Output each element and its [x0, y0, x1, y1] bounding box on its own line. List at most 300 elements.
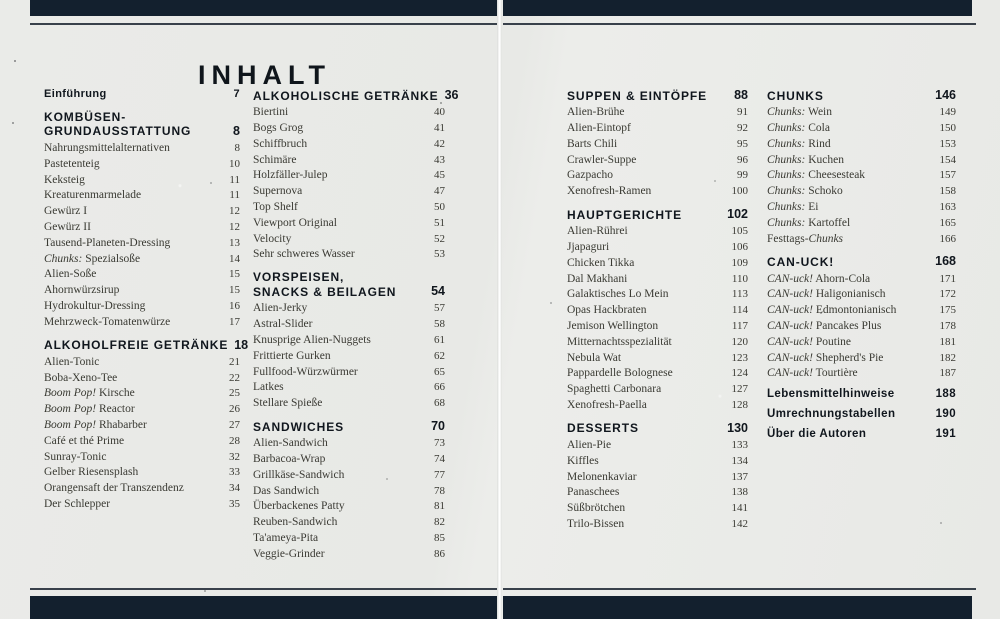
toc-entry — [567, 304, 748, 320]
toc-entry — [767, 388, 956, 403]
entry-page-number: 171 — [939, 272, 956, 285]
entry-page-number: 105 — [731, 225, 748, 238]
entry-label: Supernova — [253, 185, 303, 198]
entry-page-number: 123 — [731, 351, 748, 364]
toc-entry — [253, 500, 445, 516]
toc-section-header — [253, 88, 459, 103]
entry-label: HAUPTGERICHTE — [567, 207, 683, 222]
entry-page-number: 78 — [434, 484, 445, 497]
entry-label: Panaschees — [567, 486, 620, 499]
toc-entry — [44, 387, 240, 403]
page-gutter — [497, 0, 502, 619]
entry-page-number: 53 — [434, 248, 445, 261]
toc-entry — [767, 408, 956, 423]
toc-entry — [253, 233, 445, 249]
toc-entry — [253, 453, 445, 469]
toc-entry — [44, 88, 240, 104]
toc-section-header — [253, 270, 445, 299]
entry-page-number: 190 — [935, 408, 956, 421]
entry-label: Orangensaft der Transzendenz — [44, 482, 184, 495]
entry-page-number: 11 — [229, 173, 240, 186]
entry-label: CAN-UCK! — [767, 255, 835, 270]
entry-label: Xenofresh-Paella — [567, 399, 647, 412]
toc-entry — [44, 221, 240, 237]
entry-page-number: 81 — [434, 500, 445, 513]
toc-entry — [767, 428, 956, 443]
entry-label: Nahrungsmittelalternativen — [44, 142, 170, 155]
entry-label: Umrechnungstabellen — [767, 408, 896, 421]
toc-entry — [44, 284, 240, 300]
entry-label: Grillkäse-Sandwich — [253, 468, 345, 481]
toc-column-1 — [44, 88, 249, 514]
toc-entry — [767, 304, 956, 320]
entry-label: ALKOHOLFREIE GETRÄNKE — [44, 338, 229, 353]
toc-entry — [44, 419, 240, 435]
toc-entry — [44, 237, 240, 253]
entry-label: Knusprige Alien-Nuggets — [253, 334, 371, 347]
entry-label: Mitternachtsspezialität — [567, 335, 672, 348]
toc-entry — [767, 169, 956, 185]
entry-label: Boom Pop! Reactor — [44, 403, 135, 416]
entry-page-number: 47 — [434, 185, 445, 198]
entry-label: Pastetenteig — [44, 157, 100, 170]
entry-label: Galaktisches Lo Mein — [567, 288, 669, 301]
toc-entry — [567, 383, 748, 399]
toc-entry — [767, 336, 956, 352]
entry-page-number: 91 — [737, 106, 748, 119]
entry-page-number: 157 — [939, 169, 956, 182]
entry-label: Boom Pop! Kirsche — [44, 387, 135, 400]
entry-label: Mehrzweck-Tomatenwürze — [44, 315, 171, 328]
entry-label: CAN-uck! Tourtière — [767, 367, 858, 380]
toc-entry — [767, 352, 956, 368]
toc-entry — [253, 217, 445, 233]
toc-entry — [253, 185, 445, 201]
entry-label: Chunks: Kuchen — [767, 153, 844, 166]
toc-entry — [253, 318, 445, 334]
toc-entry — [253, 437, 445, 453]
entry-page-number: 110 — [731, 272, 748, 285]
toc-entry — [44, 451, 240, 467]
entry-page-number: 134 — [731, 454, 748, 467]
toc-entry — [567, 273, 748, 289]
entry-page-number: 17 — [229, 315, 240, 328]
toc-entry — [253, 381, 445, 397]
entry-label: Chunks: Rind — [767, 137, 831, 150]
entry-label: Gelber Riesensplash — [44, 466, 139, 479]
entry-page-number: 61 — [434, 334, 445, 347]
entry-page-number: 7 — [233, 88, 240, 100]
entry-page-number: 175 — [939, 304, 956, 317]
entry-page-number: 113 — [731, 288, 748, 301]
entry-page-number: 166 — [939, 232, 956, 245]
entry-page-number: 124 — [731, 367, 748, 380]
toc-entry — [767, 201, 956, 217]
entry-page-number: 16 — [229, 300, 240, 313]
entry-page-number: 18 — [234, 337, 249, 352]
entry-label: Gewürz II — [44, 221, 91, 234]
toc-entry — [44, 158, 240, 174]
toc-entry — [567, 241, 748, 257]
entry-page-number: 28 — [229, 434, 240, 447]
toc-entry — [567, 106, 748, 122]
entry-label: KOMBÜSEN- GRUNDAUSSTATTUNG — [44, 109, 192, 139]
entry-page-number: 178 — [939, 320, 956, 333]
entry-label: Barts Chili — [567, 137, 618, 150]
toc-entry — [253, 485, 445, 501]
entry-label: Chunks: Wein — [767, 106, 832, 119]
entry-label: SANDWICHES — [253, 419, 345, 434]
toc-entry — [253, 397, 445, 413]
toc-entry — [253, 302, 445, 318]
entry-label: Xenofresh-Ramen — [567, 185, 652, 198]
toc-entry — [253, 334, 445, 350]
entry-label: Chicken Tikka — [567, 256, 635, 269]
entry-page-number: 120 — [731, 335, 748, 348]
entry-page-number: 14 — [229, 252, 240, 265]
entry-page-number: 15 — [229, 284, 240, 297]
entry-label: Barbacoa-Wrap — [253, 453, 326, 466]
toc-column-4 — [767, 88, 956, 443]
entry-page-number: 182 — [939, 351, 956, 364]
toc-entry — [567, 138, 748, 154]
toc-section-header — [44, 110, 240, 139]
toc-entry — [567, 257, 748, 273]
entry-label: Frittierte Gurken — [253, 349, 331, 362]
entry-label: Über die Autoren — [767, 428, 867, 441]
entry-label: Alien-Eintopf — [567, 122, 631, 135]
toc-entry — [767, 138, 956, 154]
bottom-rule-right-page — [503, 588, 976, 590]
entry-page-number: 8 — [233, 123, 240, 138]
bottom-bar-right-page — [503, 596, 972, 619]
toc-entry — [567, 122, 748, 138]
entry-page-number: 42 — [434, 137, 445, 150]
toc-column-2 — [253, 88, 459, 564]
entry-page-number: 41 — [434, 122, 445, 135]
entry-page-number: 138 — [731, 486, 748, 499]
entry-page-number: 10 — [229, 157, 240, 170]
toc-entry — [567, 439, 748, 455]
toc-entry — [44, 403, 240, 419]
entry-label: Ahornwürzsirup — [44, 284, 120, 297]
entry-label: Boba-Xeno-Tee — [44, 371, 118, 384]
entry-label: Café et thé Prime — [44, 434, 125, 447]
bottom-rule-left-page — [30, 588, 497, 590]
entry-page-number: 85 — [434, 532, 445, 545]
entry-page-number: 100 — [731, 185, 748, 198]
entry-label: Keksteig — [44, 173, 85, 186]
entry-label: CAN-uck! Haligonianisch — [767, 288, 886, 301]
toc-entry — [44, 316, 240, 332]
entry-label: Chunks: Cheesesteak — [767, 169, 866, 182]
entry-page-number: 54 — [431, 284, 445, 299]
entry-label: DESSERTS — [567, 421, 639, 436]
toc-entry — [767, 320, 956, 336]
entry-label: Chunks: Cola — [767, 122, 830, 135]
toc-entry — [567, 225, 748, 241]
entry-label: Überbackenes Patty — [253, 500, 345, 513]
entry-label: Stellare Spieße — [253, 397, 323, 410]
toc-entry — [253, 169, 445, 185]
toc-entry — [253, 516, 445, 532]
toc-entry — [767, 217, 956, 233]
entry-label: CAN-uck! Ahorn-Cola — [767, 272, 871, 285]
entry-page-number: 102 — [727, 207, 748, 222]
entry-page-number: 106 — [731, 241, 748, 254]
entry-page-number: 117 — [731, 320, 748, 333]
toc-entry — [567, 336, 748, 352]
entry-page-number: 35 — [229, 498, 240, 511]
toc-entry — [567, 352, 748, 368]
toc-entry — [253, 201, 445, 217]
toc-section-header — [44, 337, 249, 353]
entry-page-number: 66 — [434, 381, 445, 394]
entry-page-number: 154 — [939, 153, 956, 166]
toc-entry — [567, 518, 748, 534]
toc-entry — [253, 366, 445, 382]
entry-page-number: 109 — [731, 256, 748, 269]
entry-label: Boom Pop! Rhabarber — [44, 419, 147, 432]
entry-label: Lebensmittelhinweise — [767, 388, 895, 401]
entry-label: Chunks: Spezialsoße — [44, 252, 141, 265]
entry-page-number: 26 — [229, 403, 240, 416]
entry-page-number: 137 — [731, 470, 748, 483]
entry-label: CAN-uck! Shepherd's Pie — [767, 351, 884, 364]
toc-entry — [567, 154, 748, 170]
entry-page-number: 68 — [434, 397, 445, 410]
toc-entry — [567, 320, 748, 336]
entry-label: Opas Hackbraten — [567, 304, 647, 317]
entry-label: CHUNKS — [767, 88, 824, 103]
entry-page-number: 88 — [734, 88, 748, 102]
entry-page-number: 70 — [431, 419, 445, 434]
toc-entry — [44, 253, 240, 269]
entry-page-number: 141 — [731, 502, 748, 515]
entry-label: Schiffbruch — [253, 137, 308, 150]
entry-label: Nebula Wat — [567, 351, 622, 364]
entry-label: Biertini — [253, 106, 289, 119]
entry-page-number: 92 — [737, 122, 748, 135]
entry-label: Kiffles — [567, 454, 599, 467]
toc-entry — [567, 455, 748, 471]
entry-label: ALKOHOLISCHE GETRÄNKE — [253, 88, 439, 103]
entry-page-number: 22 — [229, 371, 240, 384]
toc-section-header — [767, 88, 956, 103]
entry-page-number: 50 — [434, 201, 445, 214]
entry-page-number: 86 — [434, 547, 445, 560]
entry-label: Gazpacho — [567, 169, 613, 182]
entry-page-number: 128 — [731, 399, 748, 412]
toc-entry — [253, 106, 445, 122]
entry-label: Jemison Wellington — [567, 320, 659, 333]
entry-page-number: 114 — [731, 304, 748, 317]
toc-entry — [44, 482, 240, 498]
toc-column-3 — [567, 88, 748, 534]
entry-page-number: 165 — [939, 216, 956, 229]
entry-label: Chunks: Kartoffel — [767, 216, 851, 229]
entry-page-number: 146 — [935, 88, 956, 102]
entry-page-number: 181 — [939, 335, 956, 348]
entry-page-number: 57 — [434, 302, 445, 315]
entry-label: Einführung — [44, 88, 107, 100]
entry-label: Alien-Brühe — [567, 106, 625, 119]
entry-page-number: 33 — [229, 466, 240, 479]
entry-label: VORSPEISEN, SNACKS & BEILAGEN — [253, 270, 397, 299]
entry-label: Top Shelf — [253, 201, 298, 214]
entry-label: Schimäre — [253, 153, 297, 166]
entry-page-number: 99 — [737, 169, 748, 182]
entry-label: CAN-uck! Poutine — [767, 335, 851, 348]
entry-label: Pappardelle Bolognese — [567, 367, 673, 380]
entry-page-number: 96 — [737, 153, 748, 166]
toc-entry — [767, 367, 956, 383]
toc-entry — [567, 471, 748, 487]
toc-entry — [253, 154, 445, 170]
toc-entry — [44, 174, 240, 190]
entry-page-number: 130 — [727, 420, 748, 435]
toc-entry — [44, 300, 240, 316]
entry-page-number: 36 — [444, 88, 459, 102]
toc-section-header — [567, 88, 748, 103]
entry-label: Bogs Grog — [253, 122, 304, 135]
toc-entry — [44, 268, 240, 284]
entry-page-number: 27 — [229, 419, 240, 432]
entry-page-number: 58 — [434, 318, 445, 331]
entry-page-number: 12 — [229, 221, 240, 234]
toc-entry — [567, 502, 748, 518]
entry-page-number: 133 — [731, 439, 748, 452]
entry-page-number: 73 — [434, 437, 445, 450]
entry-page-number: 32 — [229, 450, 240, 463]
page-title: INHALT — [198, 60, 331, 91]
entry-label: Gewürz I — [44, 205, 88, 218]
entry-page-number: 153 — [939, 137, 956, 150]
top-rule-right-page — [503, 23, 976, 25]
toc-entry — [767, 106, 956, 122]
toc-entry — [253, 469, 445, 485]
entry-label: Spaghetti Carbonara — [567, 383, 662, 396]
entry-page-number: 34 — [229, 482, 240, 495]
entry-label: Reuben-Sandwich — [253, 516, 338, 529]
entry-page-number: 163 — [939, 201, 956, 214]
entry-label: Latkes — [253, 381, 284, 394]
entry-label: CAN-uck! Pancakes Plus — [767, 320, 882, 333]
scan-speck-dots — [14, 60, 16, 62]
entry-page-number: 51 — [434, 216, 445, 229]
toc-entry — [44, 356, 240, 372]
entry-label: Chunks: Schoko — [767, 185, 843, 198]
toc-entry — [567, 399, 748, 415]
entry-page-number: 82 — [434, 516, 445, 529]
entry-label: Festtags-Chunks — [767, 232, 844, 245]
entry-label: Der Schlepper — [44, 498, 111, 511]
entry-label: Sehr schweres Wasser — [253, 248, 355, 261]
toc-entry — [44, 142, 240, 158]
entry-page-number: 13 — [229, 236, 240, 249]
entry-page-number: 11 — [229, 189, 240, 202]
entry-label: CAN-uck! Edmontonianisch — [767, 304, 897, 317]
toc-entry — [44, 372, 240, 388]
toc-entry — [767, 154, 956, 170]
entry-label: Trilo-Bissen — [567, 518, 625, 531]
entry-label: Astral-Slider — [253, 318, 313, 331]
entry-label: Fullfood-Würzwürmer — [253, 365, 358, 378]
entry-page-number: 188 — [935, 388, 956, 401]
entry-page-number: 74 — [434, 453, 445, 466]
entry-page-number: 65 — [434, 365, 445, 378]
toc-entry — [253, 350, 445, 366]
entry-label: Ta'ameya-Pita — [253, 532, 319, 545]
top-bar-left-page — [30, 0, 497, 16]
entry-page-number: 40 — [434, 106, 445, 119]
entry-label: Süßbrötchen — [567, 502, 626, 515]
toc-entry — [253, 122, 445, 138]
toc-entry — [767, 122, 956, 138]
entry-label: Alien-Rührei — [567, 225, 628, 238]
entry-page-number: 127 — [731, 383, 748, 396]
toc-entry — [253, 248, 445, 264]
toc-entry — [44, 205, 240, 221]
entry-page-number: 8 — [234, 142, 240, 155]
toc-entry — [567, 367, 748, 383]
entry-label: Das Sandwich — [253, 484, 320, 497]
entry-label: Chunks: Ei — [767, 201, 819, 214]
entry-label: Veggie-Grinder — [253, 547, 325, 560]
toc-entry — [44, 498, 240, 514]
entry-page-number: 172 — [939, 288, 956, 301]
toc-entry — [567, 288, 748, 304]
entry-page-number: 142 — [731, 518, 748, 531]
top-rule-left-page — [30, 23, 497, 25]
entry-page-number: 62 — [434, 349, 445, 362]
toc-entry — [767, 233, 956, 249]
entry-label: Kreaturenmarmelade — [44, 189, 142, 202]
entry-label: Alien-Soße — [44, 268, 97, 281]
entry-page-number: 15 — [229, 268, 240, 281]
entry-label: Hydrokultur-Dressing — [44, 300, 146, 313]
bottom-bar-left-page — [30, 596, 497, 619]
entry-page-number: 12 — [229, 205, 240, 218]
toc-entry — [253, 532, 445, 548]
top-bar-right-page — [503, 0, 972, 16]
toc-entry — [767, 288, 956, 304]
entry-label: Velocity — [253, 232, 292, 245]
toc-entry — [253, 548, 445, 564]
entry-page-number: 52 — [434, 232, 445, 245]
entry-label: Jjapaguri — [567, 241, 610, 254]
entry-label: Alien-Pie — [567, 439, 612, 452]
toc-entry — [767, 273, 956, 289]
entry-page-number: 45 — [434, 169, 445, 182]
toc-entry — [567, 486, 748, 502]
entry-page-number: 21 — [229, 355, 240, 368]
toc-entry — [253, 138, 445, 154]
toc-entry — [44, 189, 240, 205]
entry-page-number: 158 — [939, 185, 956, 198]
entry-label: Sunray-Tonic — [44, 450, 107, 463]
entry-label: Alien-Sandwich — [253, 437, 328, 450]
entry-label: Alien-Jerky — [253, 302, 308, 315]
toc-section-header — [567, 421, 748, 436]
entry-label: Melonenkaviar — [567, 470, 637, 483]
entry-page-number: 43 — [434, 153, 445, 166]
toc-entry — [567, 185, 748, 201]
entry-page-number: 95 — [737, 137, 748, 150]
entry-page-number: 149 — [939, 106, 956, 119]
toc-entry — [767, 185, 956, 201]
entry-label: Viewport Original — [253, 216, 337, 229]
